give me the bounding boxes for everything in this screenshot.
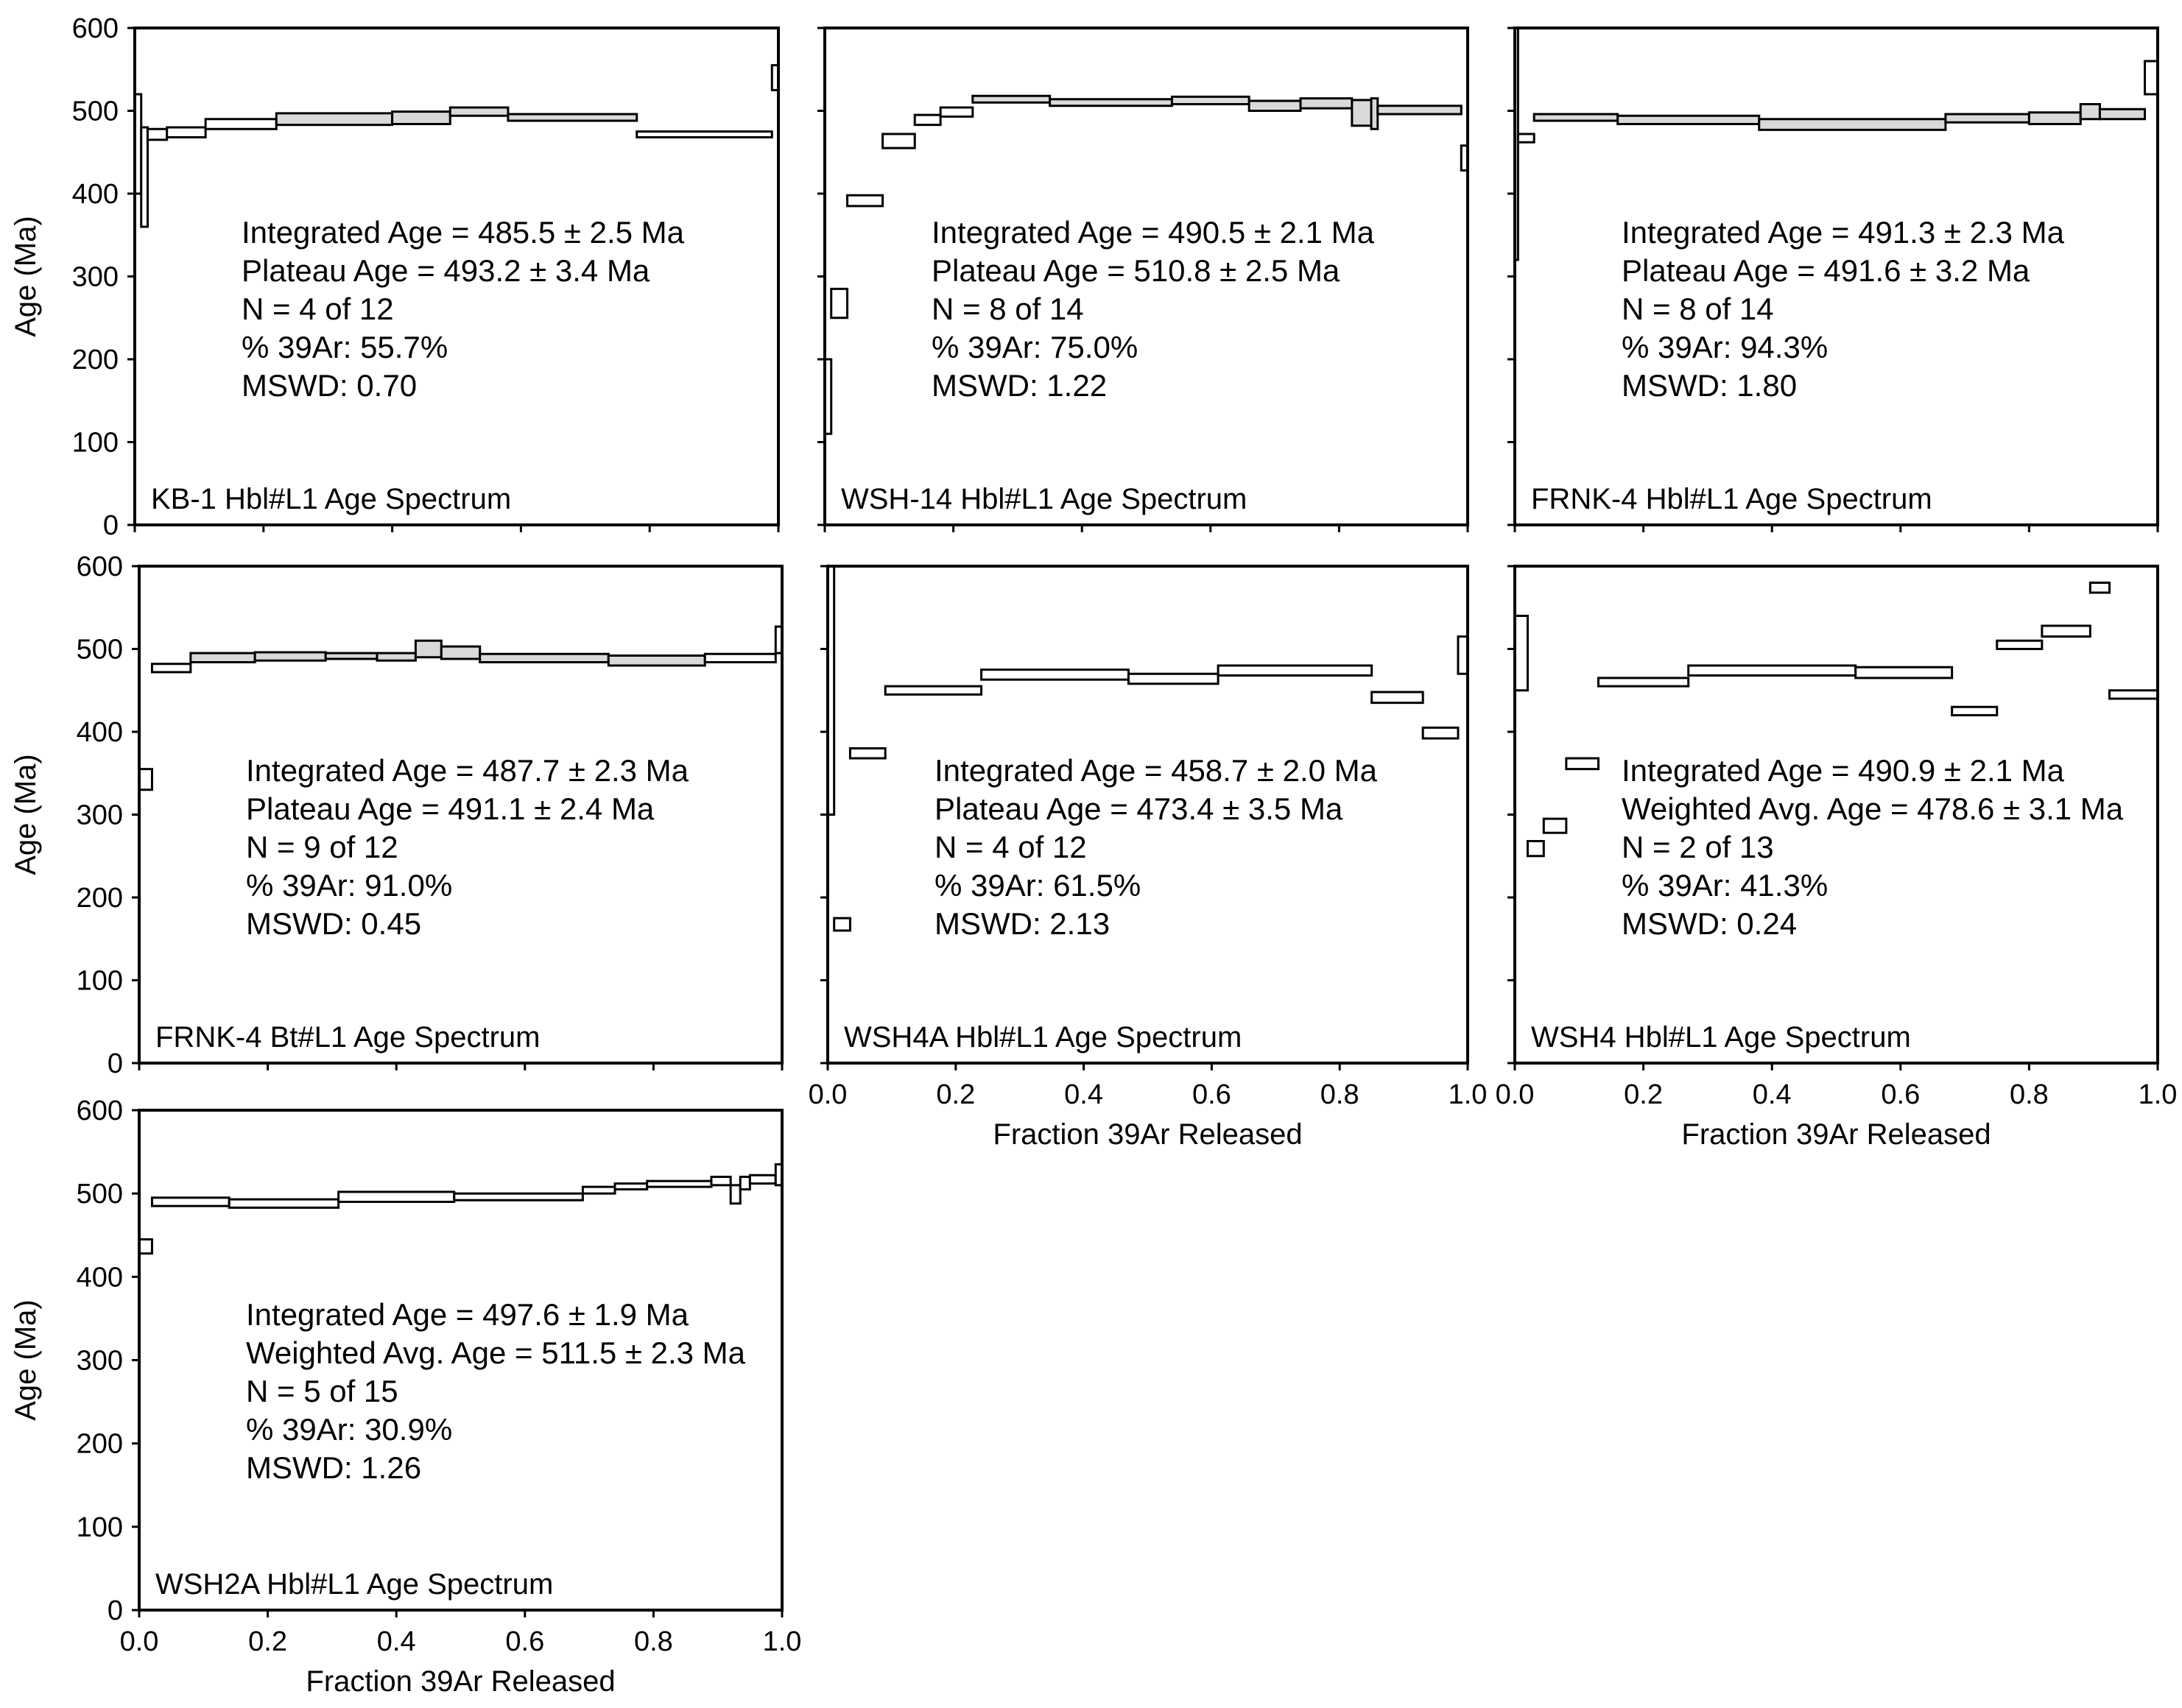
y-tick-label: 200 [71, 345, 119, 375]
age-step-2 [1527, 841, 1544, 856]
spectrum-panel-3 [1507, 28, 2158, 532]
age-step-7 [415, 640, 441, 657]
y-axis-label: Age (Ma) [10, 1299, 42, 1421]
stats-line-4: % 39Ar: 61.5% [935, 868, 1141, 903]
stats-line-3: N = 2 of 13 [1622, 830, 1774, 864]
age-step-10 [608, 656, 705, 666]
panel-title: FRNK-4 Bt#L1 Age Spectrum [155, 1021, 541, 1054]
x-tick-label: 0.2 [936, 1079, 976, 1110]
y-tick-label: 100 [71, 427, 119, 459]
stats-line-4: % 39Ar: 30.9% [246, 1412, 453, 1447]
y-tick-label: 0 [107, 1048, 123, 1079]
y-tick-label: 200 [76, 883, 123, 914]
stats-line-4: % 39Ar: 75.0% [932, 330, 1138, 364]
age-step-14 [1378, 106, 1461, 114]
age-step-3 [1544, 819, 1566, 833]
age-step-7 [973, 96, 1050, 102]
stats-line-3: N = 4 of 12 [935, 830, 1087, 864]
y-tick-label: 400 [76, 1262, 123, 1294]
y-tick-label: 500 [76, 1179, 123, 1210]
age-step-8 [647, 1181, 711, 1187]
age-step-8 [2080, 105, 2100, 119]
age-step-9 [508, 114, 637, 121]
y-axis-label: Age (Ma) [10, 216, 42, 337]
age-step-2 [141, 127, 148, 227]
age-step-10 [1249, 101, 1301, 111]
age-step-2 [1518, 134, 1534, 142]
age-step-3 [848, 195, 883, 206]
x-axis-label: Fraction 39Ar Released [1681, 1118, 1991, 1151]
age-step-4 [255, 652, 325, 660]
x-axis-label: Fraction 39Ar Released [306, 1665, 616, 1698]
x-tick-label: 0.8 [2009, 1079, 2049, 1110]
age-step-6 [1128, 674, 1218, 684]
stats-line-2: Weighted Avg. Age = 478.6 ± 3.1 Ma [1622, 791, 2124, 826]
age-step-10 [2042, 626, 2090, 637]
panel-title: WSH2A Hbl#L1 Age Spectrum [155, 1568, 554, 1601]
x-axis-label: Fraction 39Ar Released [993, 1118, 1303, 1151]
age-step-6 [276, 113, 392, 125]
x-tick-label: 0.8 [1320, 1079, 1359, 1110]
x-tick-label: 0.2 [1624, 1079, 1664, 1110]
y-tick-label: 100 [76, 1511, 123, 1543]
x-tick-label: 0.4 [376, 1626, 416, 1657]
stats-line-4: % 39Ar: 55.7% [242, 330, 448, 364]
age-step-4 [883, 134, 915, 148]
stats-line-1: Integrated Age = 487.7 ± 2.3 Ma [246, 753, 689, 788]
x-tick-label: 0.0 [1495, 1079, 1535, 1110]
age-step-4 [167, 127, 205, 138]
spectrum-panel-1 [10, 13, 778, 541]
y-tick-label: 0 [107, 1595, 123, 1626]
age-step-12 [2110, 691, 2158, 699]
y-tick-label: 300 [76, 800, 123, 831]
spectrum-panel-2 [817, 28, 1468, 532]
stats-line-3: N = 8 of 14 [932, 292, 1084, 326]
age-step-7 [393, 112, 451, 124]
age-step-9 [711, 1177, 731, 1185]
age-step-7 [615, 1184, 647, 1190]
stats-line-3: N = 5 of 15 [246, 1374, 398, 1408]
stats-line-5: MSWD: 1.80 [1622, 368, 1798, 403]
stats-line-5: MSWD: 1.26 [246, 1450, 422, 1485]
stats-line-5: MSWD: 2.13 [935, 906, 1111, 941]
stats-line-1: Integrated Age = 485.5 ± 2.5 Ma [242, 215, 684, 250]
age-step-10 [731, 1185, 740, 1204]
age-step-10 [637, 132, 773, 138]
x-tick-label: 0.4 [1752, 1079, 1792, 1110]
age-step-5 [1759, 119, 1946, 130]
age-step-3 [147, 129, 166, 140]
x-tick-label: 0.0 [119, 1626, 159, 1657]
x-tick-label: 0.0 [808, 1079, 848, 1110]
x-tick-label: 1.0 [1448, 1079, 1488, 1110]
age-step-3 [229, 1199, 338, 1207]
age-step-5 [205, 119, 276, 130]
stats-line-5: MSWD: 0.45 [246, 906, 422, 941]
y-tick-label: 600 [76, 551, 123, 582]
stats-line-1: Integrated Age = 490.9 ± 2.1 Ma [1622, 753, 2064, 788]
age-step-5 [915, 115, 940, 125]
stats-line-2: Plateau Age = 493.2 ± 3.4 Ma [242, 253, 650, 288]
age-step-12 [750, 1175, 775, 1183]
age-step-6 [377, 653, 415, 660]
stats-line-4: % 39Ar: 91.0% [246, 868, 453, 903]
age-step-11 [2090, 583, 2109, 593]
y-tick-label: 600 [76, 1095, 123, 1126]
age-step-4 [1618, 116, 1759, 124]
stats-line-1: Integrated Age = 490.5 ± 2.1 Ma [932, 215, 1374, 250]
spectrum-panel-7 [10, 1095, 801, 1698]
panel-title: WSH4A Hbl#L1 Age Spectrum [844, 1021, 1242, 1054]
age-step-11 [1301, 99, 1352, 109]
stats-line-1: Integrated Age = 491.3 ± 2.3 Ma [1622, 215, 2064, 250]
age-step-8 [441, 646, 479, 659]
panel-title: WSH-14 Hbl#L1 Age Spectrum [841, 483, 1247, 515]
spectrum-panel-4 [10, 551, 782, 1079]
stats-line-4: % 39Ar: 41.3% [1622, 868, 1829, 903]
age-step-9 [2100, 109, 2144, 119]
stats-line-3: N = 8 of 14 [1622, 292, 1774, 326]
age-step-1 [1515, 616, 1527, 691]
x-tick-label: 1.0 [762, 1626, 802, 1657]
stats-line-4: % 39Ar: 94.3% [1622, 330, 1829, 364]
age-step-2 [831, 289, 848, 317]
age-step-4 [885, 686, 981, 694]
age-step-9 [1997, 640, 2042, 649]
age-step-2 [152, 664, 190, 672]
age-step-5 [982, 670, 1129, 680]
y-tick-label: 300 [71, 261, 119, 293]
x-tick-label: 1.0 [2138, 1079, 2178, 1110]
age-step-1 [139, 1239, 152, 1253]
age-step-4 [1566, 758, 1599, 769]
stats-line-3: N = 4 of 12 [242, 292, 394, 326]
age-step-11 [740, 1177, 750, 1190]
age-step-3 [191, 653, 255, 662]
age-step-7 [1218, 666, 1372, 676]
age-step-8 [1952, 707, 1997, 715]
stats-line-5: MSWD: 0.70 [242, 368, 418, 403]
x-tick-label: 0.6 [1881, 1079, 1921, 1110]
y-tick-label: 500 [71, 96, 119, 127]
panel-title: FRNK-4 Hbl#L1 Age Spectrum [1531, 483, 1932, 515]
stats-line-3: N = 9 of 12 [246, 830, 398, 864]
panel-title: KB-1 Hbl#L1 Age Spectrum [151, 483, 512, 515]
stats-line-2: Weighted Avg. Age = 511.5 ± 2.3 Ma [246, 1335, 746, 1370]
age-step-8 [1372, 692, 1423, 703]
age-step-5 [325, 653, 377, 659]
stats-line-2: Plateau Age = 473.4 ± 3.5 Ma [935, 791, 1343, 826]
stats-line-2: Plateau Age = 491.6 ± 3.2 Ma [1622, 253, 2030, 288]
age-step-6 [1689, 666, 1856, 676]
x-tick-label: 0.6 [1192, 1079, 1231, 1110]
age-step-8 [1050, 99, 1172, 106]
age-step-3 [850, 749, 885, 759]
y-tick-label: 0 [102, 510, 119, 541]
age-step-6 [940, 107, 973, 116]
y-tick-label: 500 [76, 634, 123, 666]
stats-line-5: MSWD: 0.24 [1622, 906, 1798, 941]
panel-title: WSH4 Hbl#L1 Age Spectrum [1531, 1021, 1911, 1054]
age-step-9 [1172, 96, 1249, 104]
age-step-1 [139, 769, 152, 790]
age-step-3 [1534, 114, 1617, 121]
age-step-2 [152, 1198, 229, 1206]
spectrum-panel-6 [1496, 566, 2178, 1151]
age-step-7 [2029, 113, 2080, 124]
age-step-9 [480, 654, 609, 662]
x-tick-label: 0.4 [1064, 1079, 1104, 1110]
y-tick-label: 400 [76, 717, 123, 748]
spectrum-panel-5 [809, 566, 1488, 1151]
age-step-8 [450, 107, 508, 116]
age-step-12 [1352, 100, 1371, 126]
y-tick-label: 400 [71, 179, 119, 210]
age-step-5 [454, 1193, 583, 1200]
stats-line-1: Integrated Age = 458.7 ± 2.0 Ma [935, 753, 1377, 788]
age-step-9 [1423, 727, 1458, 738]
stats-line-5: MSWD: 1.22 [932, 368, 1108, 403]
stats-line-2: Plateau Age = 491.1 ± 2.4 Ma [246, 791, 655, 826]
stats-line-2: Plateau Age = 510.8 ± 2.5 Ma [932, 253, 1340, 288]
stats-line-1: Integrated Age = 497.6 ± 1.9 Ma [246, 1297, 689, 1332]
age-step-5 [1598, 678, 1688, 686]
y-tick-label: 200 [76, 1428, 123, 1460]
age-step-2 [834, 918, 851, 931]
age-step-6 [1946, 114, 2029, 122]
x-tick-label: 0.8 [633, 1626, 673, 1657]
age-step-11 [705, 654, 775, 662]
y-tick-label: 600 [71, 13, 119, 44]
age-step-7 [1856, 667, 1952, 678]
y-tick-label: 300 [76, 1345, 123, 1377]
y-axis-label: Age (Ma) [10, 754, 42, 875]
age-step-6 [583, 1187, 615, 1193]
x-tick-label: 0.2 [248, 1626, 288, 1657]
age-step-10 [2145, 61, 2158, 94]
x-tick-label: 0.6 [505, 1626, 545, 1657]
age-step-4 [339, 1192, 454, 1202]
y-tick-label: 100 [76, 965, 123, 997]
